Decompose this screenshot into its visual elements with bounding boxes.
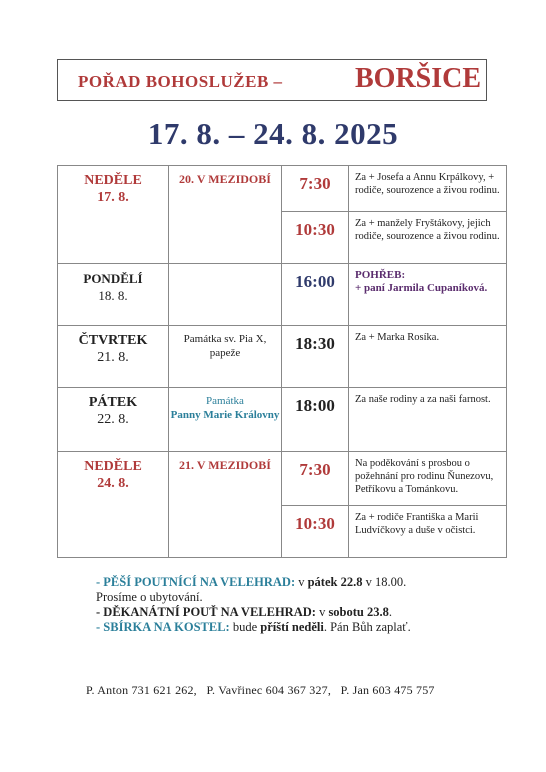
feast-label: 21. V MEZIDOBÍ [179, 458, 271, 472]
time-cell [282, 452, 349, 506]
title-box [57, 59, 487, 101]
intention-cell [349, 166, 507, 212]
parish-name: BORŠICE [355, 63, 482, 94]
feast-cell [169, 166, 282, 264]
day-name: PONDĚLÍ [83, 271, 143, 286]
mass-intention: Za + rodiče Františka a Marii Ludvíčkovy a duše v očistci. [355, 512, 479, 536]
mass-time: 18:30 [295, 334, 335, 353]
time-cell [282, 388, 349, 452]
mass-intention: Na poděkování s prosbou o požehnání pro rodinu Ňunezovu, Petříkovu a Tománkovu. [355, 458, 494, 495]
day-cell [58, 264, 169, 326]
date-range: 17. 8. – 24. 8. 2025 [147, 116, 399, 151]
day-name: ČTVRTEK [78, 333, 148, 348]
mass-time: 10:30 [295, 220, 335, 239]
day-date: 18. 8. [98, 288, 128, 303]
announcement-label: - DĚKANÁTNÍ POUŤ NA VELEHRAD: [96, 605, 316, 619]
announcements [96, 575, 411, 635]
feast-label: 20. V MEZIDOBÍ [179, 172, 271, 186]
mass-time: 7:30 [299, 460, 331, 479]
note-cell [169, 388, 282, 452]
priest-contacts: P. Anton 731 621 262, P. Vavřinec 604 367 327, P. Jan 603 475 757 [86, 683, 435, 697]
memorial-label: Památka sv. Pia X, [183, 333, 267, 345]
day-cell [58, 166, 169, 264]
time-cell [282, 166, 349, 212]
feast-cell [169, 452, 282, 558]
time-cell [282, 506, 349, 558]
mass-intention: Za + Marka Rosíka. [355, 332, 440, 343]
day-name: PÁTEK [88, 395, 138, 410]
day-cell [58, 452, 169, 558]
note-cell [169, 326, 282, 388]
mass-intention: Za + manžely Fryštákovy, jejich rodiče, sourozence a živou rodinu. [355, 218, 500, 242]
intention-cell [349, 506, 507, 558]
announcement-pilgrims: - PĚŠÍ POUTNÍCÍ NA VELEHRAD: v pátek 22.8 v 18.00. [96, 575, 407, 589]
mass-time: 16:00 [295, 272, 335, 291]
intention-cell [349, 388, 507, 452]
mass-intention: Za naše rodiny a za naši farnost. [355, 394, 491, 405]
intention-cell [349, 326, 507, 388]
mass-intention: Za + Josefa a Annu Krpálkovy, + rodiče, sourozence a živou rodinu. [355, 172, 500, 196]
memorial-label: papeže [209, 347, 241, 359]
day-name: NEDĚLE [84, 459, 142, 474]
schedule-table [57, 165, 507, 558]
time-cell [282, 212, 349, 264]
day-cell [58, 388, 169, 452]
mass-time: 7:30 [299, 174, 331, 193]
intention-cell [349, 452, 507, 506]
day-date: 24. 8. [97, 476, 129, 491]
day-cell [58, 326, 169, 388]
memorial-label: Památka [206, 395, 244, 407]
funeral-name: + paní Jarmila Cupaníková. [355, 282, 488, 294]
day-date: 21. 8. [97, 350, 129, 365]
day-date: 17. 8. [97, 190, 129, 205]
funeral-label: POHŘEB: [355, 269, 406, 281]
announcement-deanery: - DĚKANÁTNÍ POUŤ NA VELEHRAD: v sobotu 23.8. [96, 605, 392, 619]
announcement-collection: - SBÍRKA NA KOSTEL: bude příští neděli. Pán Bůh zaplať. [96, 620, 411, 634]
time-cell [282, 264, 349, 326]
time-cell [282, 326, 349, 388]
note-cell [169, 264, 282, 326]
memorial-label: Panny Marie Královny [170, 409, 280, 421]
intention-cell [349, 212, 507, 264]
day-date: 22. 8. [97, 412, 129, 427]
announcement-label: - PĚŠÍ POUTNÍCÍ NA VELEHRAD: [96, 575, 296, 589]
title-label: POŘAD BOHOSLUŽEB – [78, 72, 283, 91]
mass-time: 18:00 [295, 396, 335, 415]
intention-cell [349, 264, 507, 326]
announcement-note: Prosíme o ubytování. [96, 590, 203, 604]
mass-time: 10:30 [295, 514, 335, 533]
announcement-label: - SBÍRKA NA KOSTEL: [96, 620, 230, 634]
day-name: NEDĚLE [84, 173, 142, 188]
